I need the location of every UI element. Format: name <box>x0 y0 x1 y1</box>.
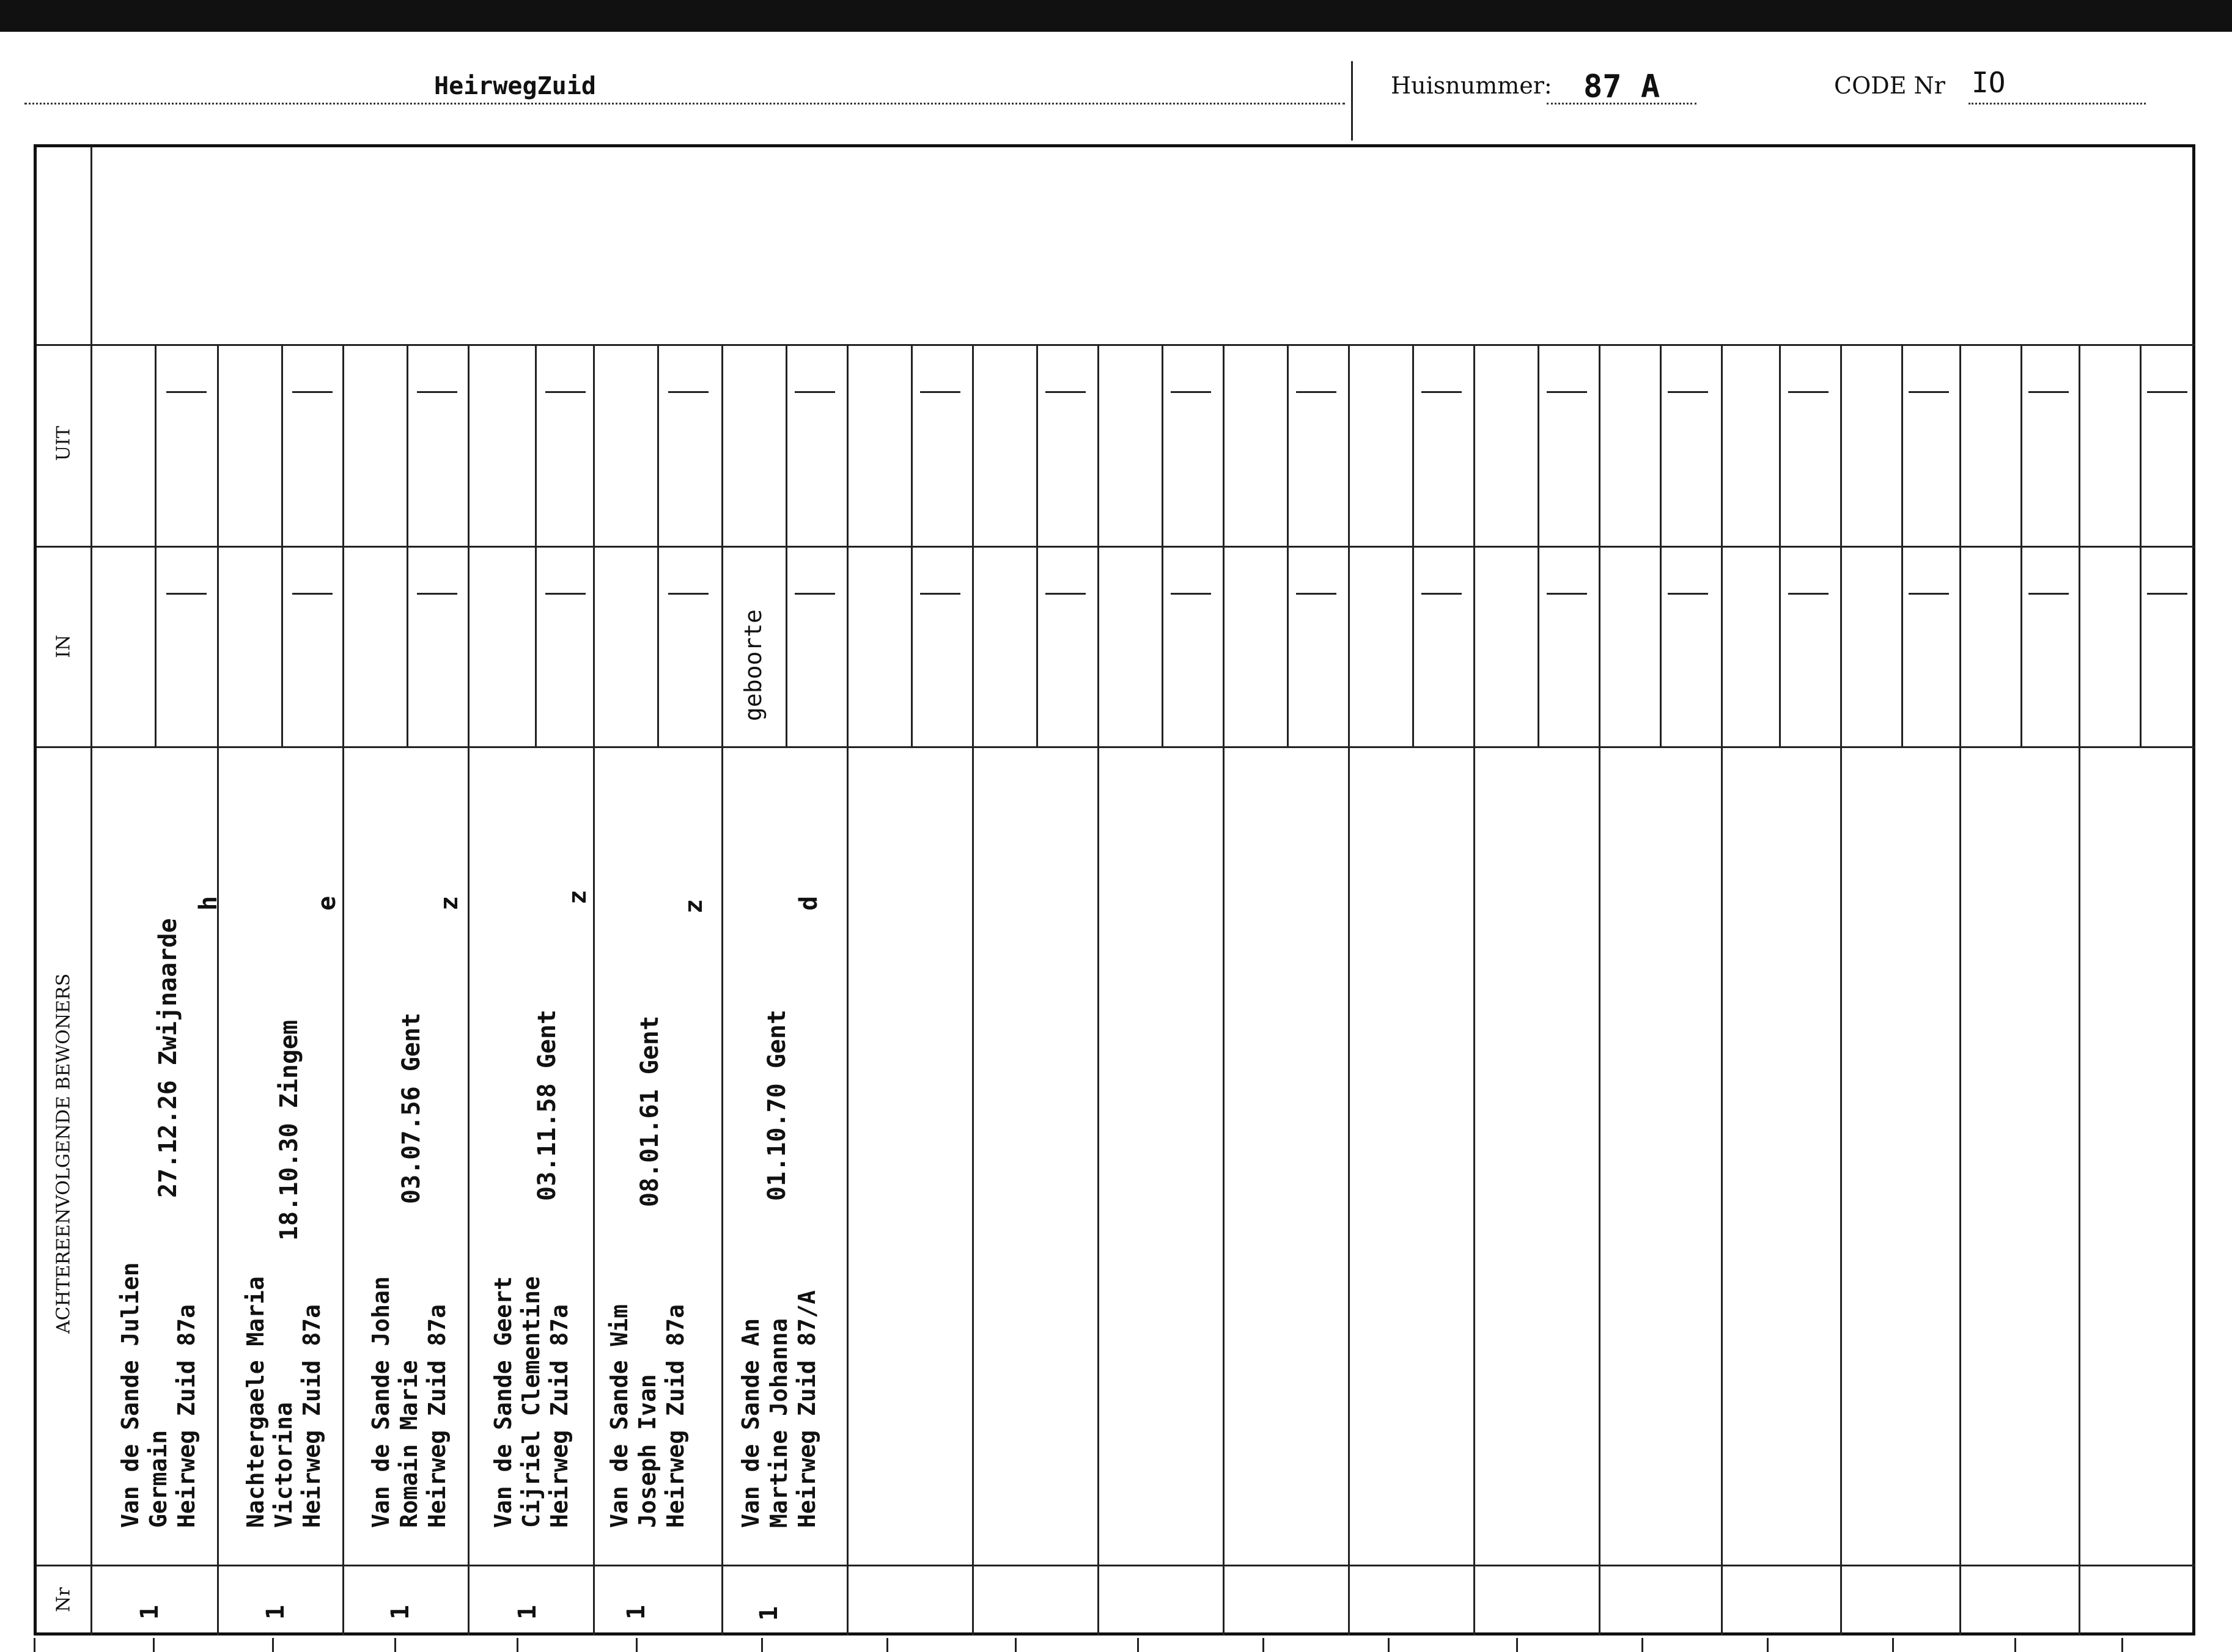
sub-column-divider <box>281 344 283 746</box>
in-dash <box>1045 593 1086 595</box>
sub-column-divider <box>1036 344 1038 746</box>
in-dash <box>668 593 709 595</box>
resident-nr: 1 <box>755 1606 783 1621</box>
resident-birth: 08.01.61 Gent <box>636 1015 664 1207</box>
bottom-tick <box>1015 1638 1017 1652</box>
resident-nr: 1 <box>262 1604 290 1620</box>
in-dash <box>1296 593 1336 595</box>
in-dash <box>2028 593 2069 595</box>
column-divider <box>1097 344 1099 1635</box>
uit-dash <box>920 391 960 393</box>
row-divider-in-residents <box>37 746 2195 748</box>
uit-dash <box>1171 391 1211 393</box>
in-note: geboorte <box>740 609 767 721</box>
uit-dash <box>1421 391 1462 393</box>
uit-dash <box>668 391 709 393</box>
sub-column-divider <box>1660 344 1662 746</box>
sub-column-divider <box>1287 344 1289 746</box>
resident-code: z <box>435 895 463 911</box>
uit-dash <box>1909 391 1949 393</box>
residents-row-label: ACHTEREENVOLGENDE BEWONERS <box>53 973 75 1334</box>
in-dash <box>1909 593 1949 595</box>
uit-dash <box>1045 391 1086 393</box>
resident-birth: 03.11.58 Gent <box>533 1009 561 1201</box>
bottom-tick <box>517 1638 518 1652</box>
resident-birth: 03.07.56 Gent <box>397 1012 425 1204</box>
in-dash <box>2147 593 2187 595</box>
in-dash <box>795 593 835 595</box>
in-dash <box>166 593 207 595</box>
resident-name: Van de Sande Johan Romain Marie Heirweg Zuid 87a <box>367 1276 451 1528</box>
uit-dash <box>1296 391 1336 393</box>
sub-column-divider <box>407 344 408 746</box>
code-value: IO <box>1972 66 2006 99</box>
label-column-divider <box>90 147 92 1635</box>
uit-dash <box>292 391 333 393</box>
sub-column-divider <box>155 344 157 746</box>
sub-column-divider <box>657 344 659 746</box>
column-divider <box>721 344 723 1635</box>
uit-dash <box>2147 391 2187 393</box>
uit-dash <box>2028 391 2069 393</box>
uit-dash <box>1668 391 1708 393</box>
column-divider <box>593 344 595 1635</box>
house-number-value: 87 A <box>1583 68 1660 105</box>
resident-code: d <box>795 895 823 911</box>
street-dotted-line <box>24 103 1345 105</box>
column-divider <box>972 344 974 1635</box>
bottom-tick <box>1137 1638 1139 1652</box>
nr-row-label: Nr <box>53 1587 75 1612</box>
resident-birth: 01.10.70 Gent <box>763 1009 791 1201</box>
uit-dash <box>545 391 586 393</box>
resident-code: e <box>313 895 341 911</box>
column-divider <box>1599 344 1600 1635</box>
resident-nr: 1 <box>514 1604 542 1620</box>
row-divider-residents-nr <box>37 1565 2195 1566</box>
bottom-tick <box>2014 1638 2016 1652</box>
in-dash <box>1171 593 1211 595</box>
bottom-tick <box>886 1638 888 1652</box>
bottom-tick <box>394 1638 396 1652</box>
in-dash <box>545 593 586 595</box>
row-divider-top <box>37 344 2195 346</box>
row-divider-uit-in <box>37 546 2195 548</box>
resident-code: z <box>564 889 592 905</box>
in-row-label: IN <box>53 634 75 658</box>
resident-name: Van de Sande Wim Joseph Ivan Heirweg Zuid 87a <box>606 1304 689 1528</box>
bottom-tick <box>1641 1638 1643 1652</box>
resident-birth: 27.12.26 Zwijnaarde <box>154 918 182 1198</box>
in-dash <box>920 593 960 595</box>
resident-name: Van de Sande An Martine Johanna Heirweg Zuid 87/A <box>737 1290 820 1528</box>
sub-column-divider <box>1412 344 1414 746</box>
column-divider <box>1721 344 1723 1635</box>
resident-birth: 18.10.30 Zingem <box>275 1019 303 1241</box>
bottom-tick <box>272 1638 274 1652</box>
column-divider <box>1473 344 1475 1635</box>
sub-column-divider <box>911 344 913 746</box>
in-dash <box>1547 593 1587 595</box>
resident-name: Van de Sande Geert Cijriel Clementine Heirweg Zuid 87a <box>490 1276 573 1528</box>
resident-nr: 1 <box>386 1604 414 1620</box>
house-number-label: Huisnummer: <box>1391 72 1552 99</box>
column-divider <box>1840 344 1842 1635</box>
bottom-tick <box>34 1638 35 1652</box>
resident-card-grid <box>34 144 2195 1635</box>
resident-nr: 1 <box>136 1604 164 1620</box>
uit-dash <box>795 391 835 393</box>
in-dash <box>292 593 333 595</box>
resident-name: Van de Sande Julien Germain Heirweg Zuid 87a <box>117 1262 200 1528</box>
column-divider <box>342 344 344 1635</box>
bottom-tick <box>1262 1638 1264 1652</box>
in-dash <box>417 593 457 595</box>
bottom-tick <box>636 1638 638 1652</box>
uit-dash <box>166 391 207 393</box>
sub-column-divider <box>1538 344 1539 746</box>
uit-dash <box>1547 391 1587 393</box>
column-divider <box>1348 344 1350 1635</box>
column-divider <box>1223 344 1225 1635</box>
column-divider <box>847 344 849 1635</box>
sub-column-divider <box>2140 344 2142 746</box>
resident-code: z <box>680 898 708 914</box>
resident-nr: 1 <box>622 1604 650 1620</box>
sub-column-divider <box>1162 344 1163 746</box>
code-label: CODE Nr <box>1834 72 1945 99</box>
sub-column-divider <box>2020 344 2022 746</box>
resident-code: h <box>194 895 223 911</box>
column-divider <box>1959 344 1961 1635</box>
bottom-tick <box>1388 1638 1390 1652</box>
in-dash <box>1421 593 1462 595</box>
uit-dash <box>417 391 457 393</box>
bottom-tick <box>761 1638 763 1652</box>
in-dash <box>1788 593 1829 595</box>
column-divider <box>217 344 219 1635</box>
sub-column-divider <box>535 344 537 746</box>
column-divider <box>2079 344 2080 1635</box>
sub-column-divider <box>786 344 787 746</box>
code-dotted-line <box>1969 103 2146 105</box>
street-name: HeirwegZuid <box>434 72 596 100</box>
header-separator <box>1351 61 1353 141</box>
column-divider <box>468 344 470 1635</box>
top-scan-edge <box>0 0 2232 32</box>
uit-dash <box>1788 391 1829 393</box>
resident-name: Nachtergaele Maria Victorina Heirweg Zuid 87a <box>242 1276 325 1528</box>
in-dash <box>1668 593 1708 595</box>
bottom-tick <box>2121 1638 2123 1652</box>
bottom-tick <box>1892 1638 1894 1652</box>
bottom-tick <box>153 1638 155 1652</box>
bottom-tick <box>1516 1638 1518 1652</box>
sub-column-divider <box>1779 344 1781 746</box>
uit-row-label: UIT <box>53 425 75 461</box>
sub-column-divider <box>1901 344 1903 746</box>
bottom-tick <box>1767 1638 1769 1652</box>
